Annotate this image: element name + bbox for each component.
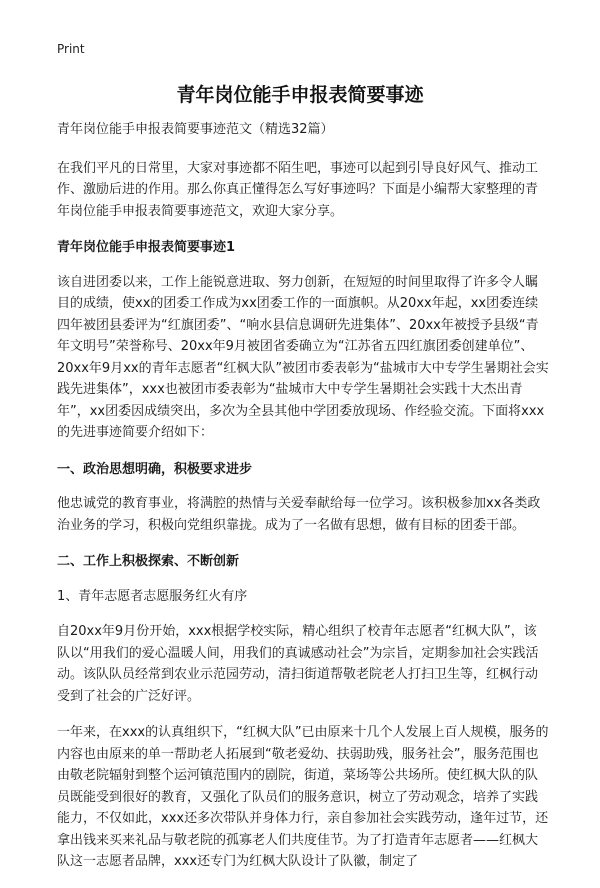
intro-paragraph: 在我们平凡的日常里，大家对事迹都不陌生吧，事迹可以起到引导良好风气、推动工作、激励后进的作用。那么你真正懂得怎么写好事迹吗？下面是小编帮大家整理的青年岗位能手申报表简要事迹范文，欢迎大家分享。 <box>57 160 539 219</box>
print-link[interactable]: Print <box>57 42 85 56</box>
section-heading-1: 青年岗位能手申报表简要事迹1 <box>57 240 236 255</box>
document-body <box>57 119 549 888</box>
item1-paragraph-2: 一年来，在xxx的认真组织下，“红枫大队”已由原来十几个人发展上百人规模，服务的内容也由原来的单一帮助老人拓展到“敬老爱幼、扶弱助残，服务社会”，服务范围也由敬老院辐射到整个运河镇范围内的剧院，街道，菜场等公共场所。使红枫大队的队员既能受到很好的教育，又强化了队员们的服务意识，树立了劳动观念，培养了实践能力，不仅如此，xxx还多次带队并身体力行，亲自参加社会实践劳动，逢年过节，还拿出钱来买来礼品与敬老院的孤寡老人们共度佳节。为了打造青年志愿者——红枫大队这一志愿者品牌，xxx还专门为红枫大队设计了队徽，制定了 <box>57 725 549 869</box>
politics-paragraph: 他忠诚党的教育事业，将满腔的热情与关爱奉献给每一位学习。该积极参加xx各类政治业务的学习，积极向党组织靠拢。成为了一名做有思想，做有目标的团委干部。 <box>57 496 541 533</box>
document-title: 青年岗位能手申报表简要事迹 <box>176 84 424 106</box>
section1-paragraph: 该自进团委以来，工作上能锐意进取、努力创新，在短短的时间里取得了许多令人瞩目的成绩，使xx的团委工作成为xx团委工作的一面旗帜。从20xx年起，xx团委连续四年被团县委评为“红旗团委”、“响水县信息调研先进集体”、20xx年被授予县级“青年文明号”荣誉称号、20xx年9月被团省委确立为“江苏省五四红旗团委创建单位”、20xx年9月xx的青年志愿者“红枫大队”被团市委表彰为“盐城市大中专学生暑期社会实践先进集体”，xxx也被团市委表彰为“盐城市大中专学生暑期社会实践十大杰出青年”，xx团委因成绩突出，多次为全县其他中学团委放现场、作经验交流。下面将xxx的先进事迹简要介绍如下： <box>57 274 549 440</box>
document-subtitle: 青年岗位能手申报表简要事迹范文（精选32篇） <box>57 122 334 137</box>
item1-paragraph-1: 自20xx年9月份开始，xxx根据学校实际，精心组织了校青年志愿者“红枫大队”，该队以“用我们的爱心温暖人间，用我们的真诚感动社会”为宗旨，定期参加社会实践活动。该队队员经常到农业示范园劳动，清扫街道帮敬老院老人打扫卫生等，红枫行动受到了社会的广泛好评。 <box>57 624 539 704</box>
heading-innovation: 二、工作上积极探索、不断创新 <box>57 554 240 569</box>
item1-heading: 1、青年志愿者志愿服务红火有序 <box>57 588 248 604</box>
heading-politics: 一、政治思想明确，积极要求进步 <box>57 461 253 477</box>
